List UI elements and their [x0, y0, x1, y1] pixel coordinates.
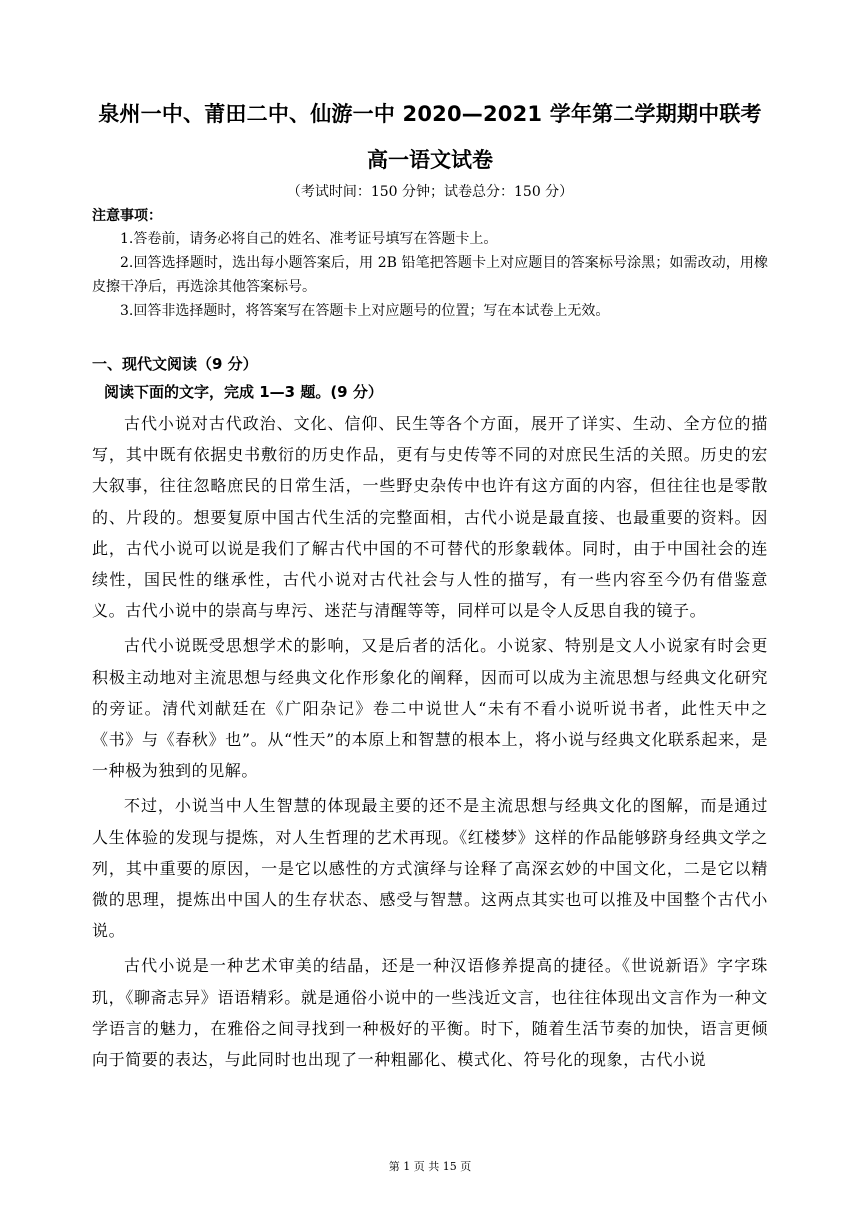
passage-paragraph-4: 古代小说是一种艺术审美的结晶，还是一种汉语修养提高的捷径。《世说新语》字字珠玑，《聊斋志异》语语精彩。就是通俗小说中的一些浅近文言，也往往体现出文言作为一种文学语言的魅力，在雅俗之间寻找到一种极好的平衡。时下，随着生活节奏的加快，语言更倾向于简要的表达，与此同时也出现了一种粗鄙化、模式化、符号化的现象，古代小说 [92, 956, 768, 1070]
page-number: 第 1 页 共 15 页 [388, 1160, 472, 1173]
exam-subtitle: 高一语文试卷 [367, 148, 493, 172]
passage-paragraph-1: 古代小说对古代政治、文化、信仰、民生等各个方面，展开了详实、生动、全方位的描写，其中既有依据史书敷衍的历史作品，更有与史传等不同的对庶民生活的关照。历史的宏大叙事，往往忽略庶民的日常生活，一些野史杂传中也许有这方面的内容，但往往也是零散的、片段的。想要复原中国古代生活的完整面相，古代小说是最直接、也最重要的资料。因此，古代小说可以说是我们了解古代中国的不可替代的形象载体。同时，由于中国社会的连续性，国民性的继承性，古代小说对古代社会与人性的描写，有一些内容至今仍有借鉴意义。古代小说中的崇高与卑污、迷茫与清醒等等，同样可以是令人反思自我的镜子。 [92, 414, 768, 621]
notes-block [92, 205, 768, 323]
note-item-3: 3.回答非选择题时，将答案写在答题卡上对应题号的位置；写在本试卷上无效。 [120, 303, 610, 319]
reading-passage [92, 408, 768, 1079]
passage-paragraph-2: 古代小说既受思想学术的影响，又是后者的活化。小说家、特别是文人小说家有时会更积极主动地对主流思想与经典文化作形象化的阐释，因而可以成为主流思想与经典文化研究的旁证。清代刘献廷在《广阳杂记》卷二中说世人“未有不看小说听说书者，此性天中之《书》与《春秋》也”。从“性天”的本原上和智慧的根本上，将小说与经典文化联系起来，是一种极为独到的见解。 [92, 636, 768, 781]
exam-time-score-info: （考试时间：150 分钟；试卷总分：150 分） [286, 184, 574, 200]
notes-title: 注意事项： [92, 208, 162, 224]
reading-instruction: 阅读下面的文字，完成 1—3 题。(9 分） [104, 383, 383, 401]
passage-paragraph-3: 不过，小说当中人生智慧的体现最主要的还不是主流思想与经典文化的图解，而是通过人生体验的发现与提炼，对人生哲理的艺术再现。《红楼梦》这样的作品能够跻身经典文学之列，其中重要的原因，一是它以感性的方式演绎与诠释了高深玄妙的中国文化，二是它以精微的思理，提炼出中国人的生存状态、感受与智慧。这两点其实也可以推及中国整个古代小说。 [92, 796, 768, 941]
section-heading: 一、现代文阅读（9 分） [92, 355, 258, 373]
section-modern-reading [92, 352, 768, 404]
exam-title: 泉州一中、莆田二中、仙游一中 2020—2021 学年第二学期期中联考 [98, 102, 762, 126]
note-item-1: 1.答卷前，请务必将自己的姓名、准考证号填写在答题卡上。 [120, 231, 498, 247]
note-item-2: 2.回答选择题时，选出每小题答案后，用 2B 铅笔把答题卡上对应题目的答案标号涂黑；如需改动，用橡皮擦干净后，再选涂其他答案标号。 [92, 255, 768, 295]
